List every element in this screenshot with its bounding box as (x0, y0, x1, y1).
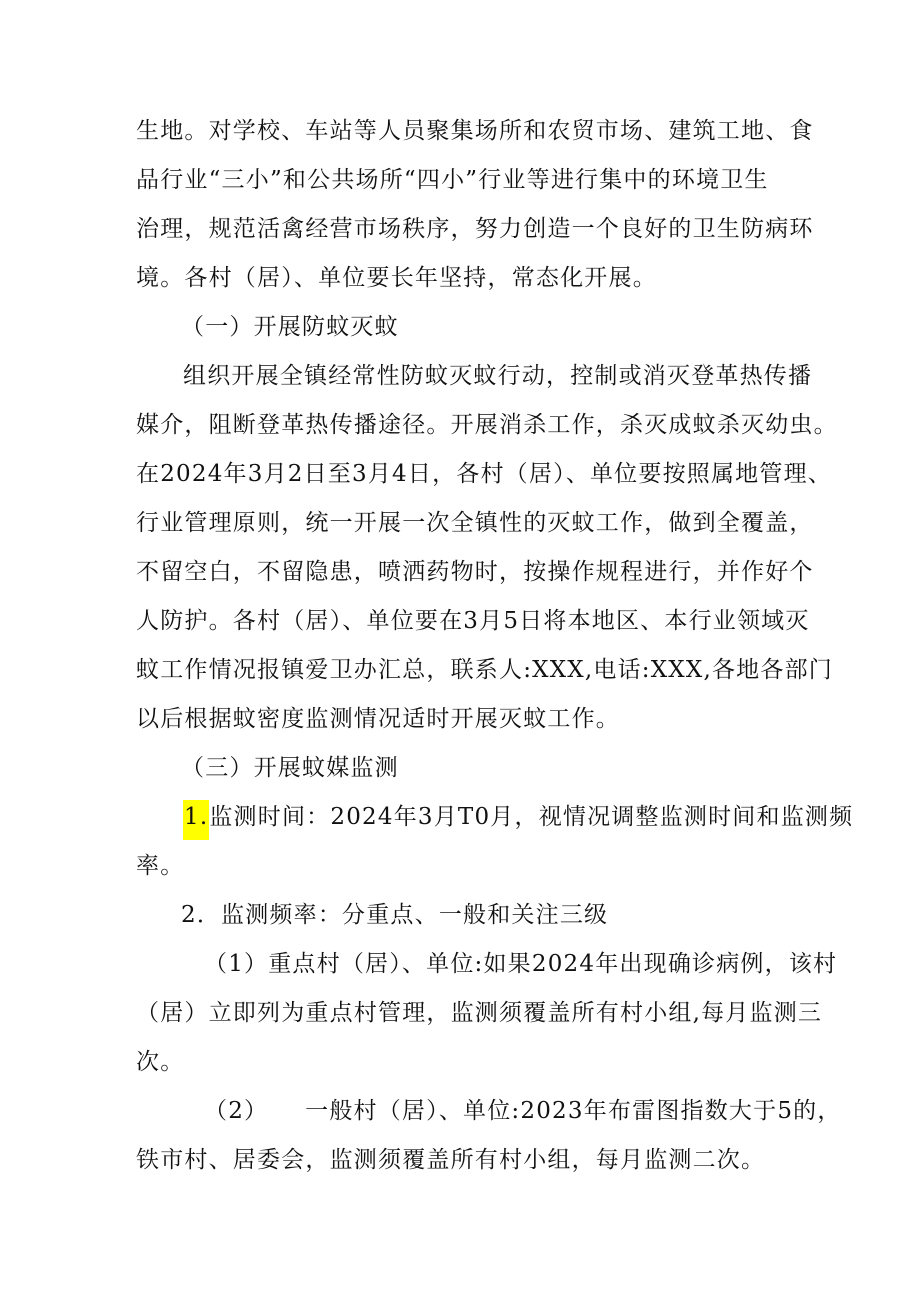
paragraph-line: 品行业“三小”和公共场所“四小”行业等进行集中的环境卫生 (136, 167, 769, 193)
highlighted-number: 1. (183, 800, 209, 840)
paragraph-line: 生地。对学校、车站等人员聚集场所和农贸市场、建筑工地、食 (136, 118, 814, 144)
list-item-line: （2） 一般村（居）、单位:2023年布雷图指数大于5的， (204, 1098, 842, 1124)
paragraph-line: 蚊工作情况报镇爱卫办汇总，联系人:XXX,电话:XXX,各地各部门 (136, 657, 833, 683)
list-item-line: （1）重点村（居）、单位:如果2024年出现确诊病例，该村 (204, 951, 838, 977)
paragraph-line: 铁市村、居委会，监测须覆盖所有村小组，每月监测二次。 (136, 1147, 766, 1173)
list-item-line (183, 800, 853, 834)
paragraph-line: 不留空白，不留隐患，喷洒药物时，按操作规程进行，并作好个 (136, 559, 814, 585)
section-heading: （一）开展防蚊灭蚊 (181, 314, 399, 340)
list-item-line: 2．监测频率：分重点、一般和关注三级 (181, 902, 609, 928)
paragraph-line: 境。各村（居）、单位要长年坚持，常态化开展。 (136, 265, 657, 291)
section-heading: （三）开展蚊媒监测 (181, 755, 399, 781)
paragraph-line: 率。 (136, 853, 185, 879)
paragraph-line: 在2024年3月2日至3月4日，各村（居）、单位要按照属地管理、 (136, 461, 832, 487)
paragraph-line: 组织开展全镇经常性防蚊灭蚊行动，控制或消灭登革热传播 (183, 363, 813, 389)
paragraph-line: 次。 (136, 1049, 185, 1075)
paragraph-line: 行业管理原则，统一开展一次全镇性的灭蚊工作，做到全覆盖， (136, 510, 814, 536)
paragraph-line: （居）立即列为重点村管理，监测须覆盖所有村小组,每月监测三 (136, 1000, 823, 1026)
paragraph-line: 以后根据蚊密度监测情况适时开展灭蚊工作。 (136, 706, 620, 732)
paragraph-line: 人防护。各村（居）、单位要在3月5日将本地区、本行业领域灭 (136, 608, 810, 634)
list-item-text: 监测时间：2024年3月T0月，视情况调整监测时间和监测频 (209, 804, 854, 830)
paragraph-line: 治理，规范活禽经营市场秩序，努力创造一个良好的卫生防病环 (136, 216, 814, 242)
paragraph-line: 媒介，阻断登革热传播途径。开展消杀工作，杀灭成蚊杀灭幼虫。 (136, 412, 838, 438)
